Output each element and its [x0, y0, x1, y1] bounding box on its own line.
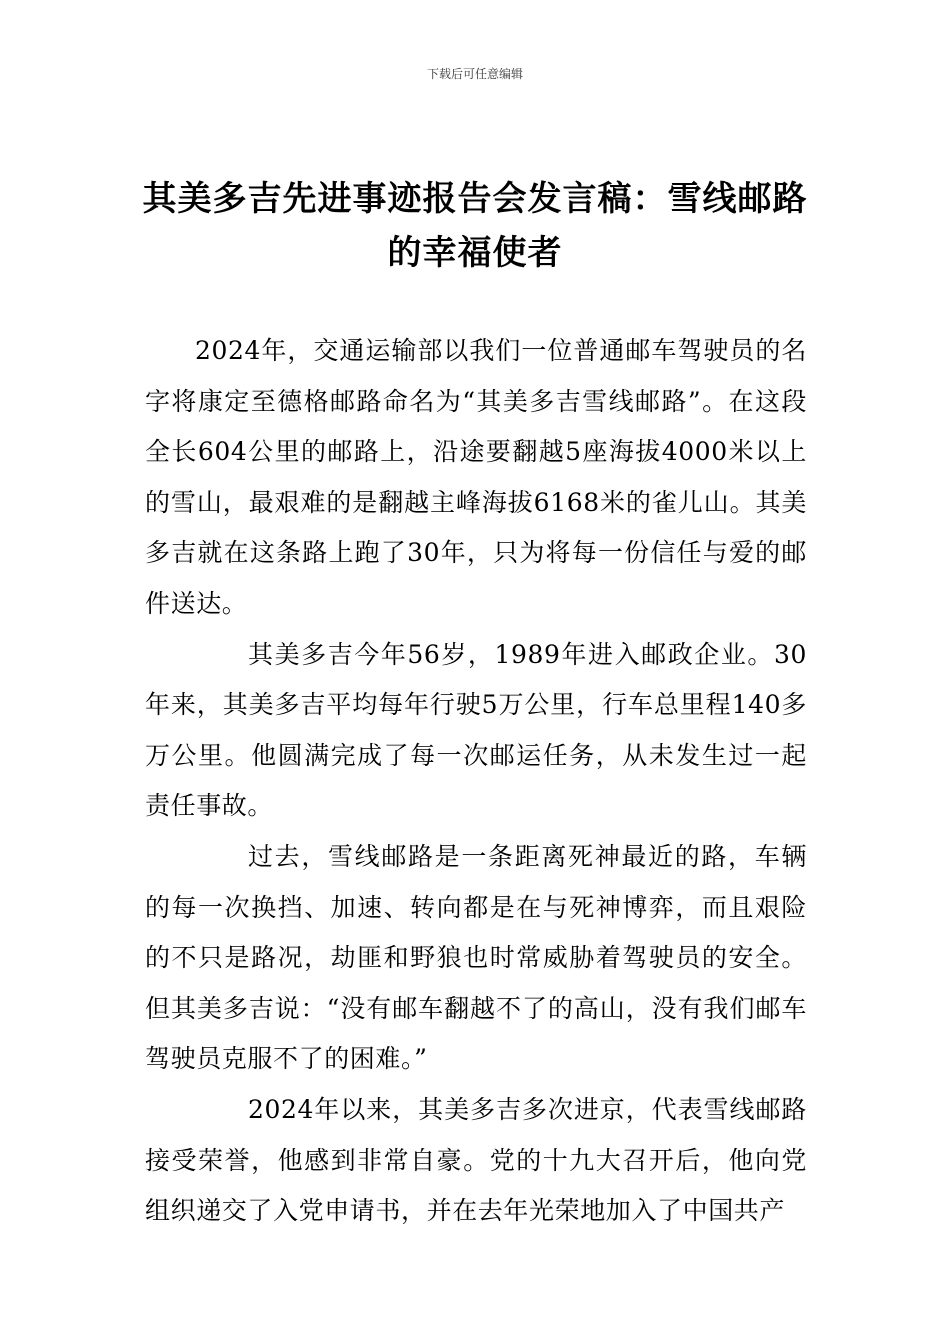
paragraph-1: 2024年，交通运输部以我们一位普通邮车驾驶员的名字将康定至德格邮路命名为“其美多吉雪线邮路”。在这段全长604公里的邮路上，沿途要翻越5座海拔4000米以上的雪山，最艰难的是翻越主峰海拔6168米的雀儿山。其美多吉就在这条路上跑了30年，只为将每一份信任与爱的邮件送达。 — [145, 336, 807, 618]
paragraph-3: 过去，雪线邮路是一条距离死神最近的路，车辆的每一次换挡、加速、转向都是在与死神博弈，而且艰险的不只是路况，劫匪和野狼也时常威胁着驾驶员的安全。但其美多吉说：“没有邮车翻越不了的高山，没有我们邮车驾驶员克服不了的困难。” — [145, 841, 807, 1074]
paragraph-4: 2024年以来，其美多吉多次进京，代表雪线邮路接受荣誉，他感到非常自豪。党的十九大召开后，他向党组织递交了入党申请书，并在去年光荣地加入了中国共产 — [145, 1094, 807, 1226]
header-note: 下载后可任意编辑 — [426, 67, 523, 81]
paragraph-2: 其美多吉今年56岁，1989年进入邮政企业。30年来，其美多吉平均每年行驶5万公里，行车总里程140多万公里。他圆满完成了每一次邮运任务，从未发生过一起责任事故。 — [145, 639, 807, 821]
document-title: 其美多吉先进事迹报告会发言稿：雪线邮路的幸福使者 — [142, 179, 808, 273]
document-body — [145, 326, 807, 1237]
